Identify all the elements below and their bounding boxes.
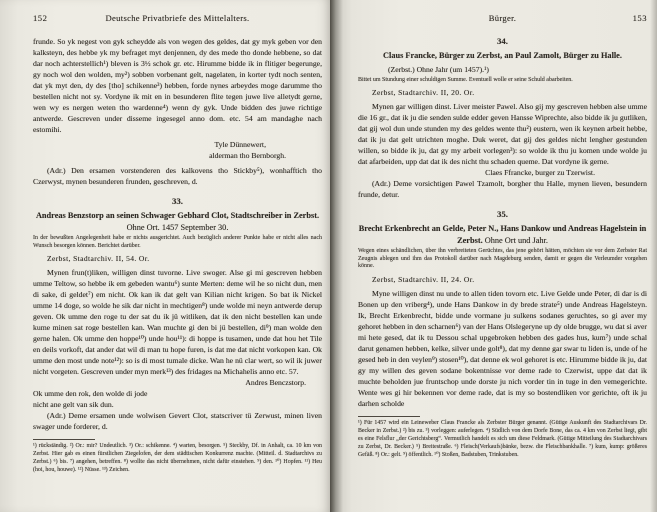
right-page-header xyxy=(358,13,647,23)
address-line: (Adr.) Den ersamen vorstenderen des kalkovens tho Stickby⁵), wonhafftich tho Czerwyst, mynen besunderen frunden, geschreven, d. xyxy=(33,166,322,186)
letter-33-title-bold: Andreas Benzstorp an seinen Schwager Gebhard Clot, Stadtschreiber in Zerbst. xyxy=(35,211,320,220)
letter-35-title xyxy=(358,223,647,246)
letter-34-title-bold: Claus Francke, Bürger zu Zerbst, an Paul Zamolt, Bürger zu Halle. xyxy=(383,51,622,60)
letter-34-signature: Claes Ffrancke, burger zu Tzerwist. xyxy=(485,168,595,178)
letter-35-regest: Wegen eines schändlichen, über ihn verbreiteten Gerüchtes, das jene gehört hätten, möchten sie vor dem Zerbster Rat Zeugnis ablegen und ihm das Protokoll darüber nach Magdeburg senden, damit er gegen die Verleumder vorgehen könne. xyxy=(358,248,647,270)
letter-33-address: (Adr.) Deme ersamen unde wolwisen Gevert Clot, statscriver tü Zerwust, minen liven swager unde forderer, d. xyxy=(33,411,322,432)
letter-33-body: Mynen frun(t)liken, willigen dinst tuvorne. Live swoger. Alse gi mi gescreven hebben umme Teltow, so hebbe ik em gebeden wantu⁶) sunte Merten: deme wil he so nicht dun, men di sake, di geldet⁷) em nicht. Ok kan ik dat gelt van Kilian nicht krigen. So bat ik Nickel umme 14 doge, so wolde he sik dar nicht in mechtigen⁸) unde wolde mi neyn antwerde derup geven. Ok umme den roge tu der sat du ik jü witliken, dat ik den nicht bestellen kan unde kume minen sat roge bestellen kan. Wan muchte gi den bi jü bestellen, di⁹) man wolde den gerne halen. Ok umme den hoppe¹⁰) unde hou¹¹): di hoppe is tusamen, unde dat hou het Tile en deils vorkoft, dat ander dat wil di man tu hope furen, is dat me dat nicht vorkopen kan. Ok umme den most unde note¹²): so is di most tumale dicke. Wan he nü clar wert, so wil ik juwer nicht vorgeten. Gescreven under myn merk¹³) des fridages na Michahelis anno etc. 57. xyxy=(33,268,322,377)
letter-33-postscript-2: nicht ane gelt van sik dun. xyxy=(33,400,114,410)
letter-33-title xyxy=(33,210,322,233)
letter-35-body: Myne willigen dinst nu unde to allen tiden tovorn etc. Live Gelde unde Peter, di dar is di Bonen up den vriberg⁴), unde Hans Dankow in dy brede strate⁵) unde Andreas Hagelsteyn. Ik, Brecht Erkenbrecht, bidde unde vormane ju sulkens sodanes geruchtes, so gi aver my gehoret hebben in den scharnen⁶) van der Hans Olslegeryne up dy olde brugge, wu dat si aver mi hete gesed, dat ik tu Dessou schal upgebroken hebben des gades hus, kum⁷) unde schal darut genamen hebben, kelke, silver unde golt⁸), dat my denne gar swar tu liden is, unde of he gesed heb in den veylen⁹) stosen¹⁰), dat denne ek wol gehoret is etc. Hirumme bidde ik ju, dat gy my willen des geven sodane bokentnisse vor deme rade to Czerwist, uppe dat dat ik muchte beholden jue fruntschop unde dorste ju nich vorder tin in tuge in den vemegerichte. Wente wes gi hir bekennen vor deme rade, dat is my so bostendliken vor gerichte, oft ik ju darhen scholde xyxy=(358,288,647,408)
signature-role: alderman tho Bernborgh. xyxy=(209,151,286,160)
letter-34-number: 34. xyxy=(497,36,508,46)
left-footnotes: ¹) rückständig. ²) Or.: mir? Undeutlich. ³) Or.: schikenne. ⁴) warten, besorgen. ⁵) Steckby, Df. in Anhalt, ca. 10 km von Zerbst. Hier gab es einen fürstlichen Ziegelofen, der dem städtischen Konkurrenz machte. (Mitteil. d. Stadtarchivs zu Zerbst.) ⁶) bis. ⁷) angehen, betreffen. ⁸) wollte das nicht übernehmen, nicht dafür einstehen. ⁹) den. ¹⁰) Hopfen. ¹¹) Heu (hoi, hou, houwe). ¹²) Nüsse. ¹³) Zeichen. xyxy=(33,443,322,473)
right-footnotes: ¹) Für 1457 wird ein Leineweber Claus Francke als Zerbster Bürger genannt. (Gütige Auskunft des Stadtarchivars Dr. Becker in Zerbst.) ²) bis zu. ³) vorleggen: auferlegen. ⁴) Südlich von dem Dorfe Bone, das ca. 4 km von Zerbst liegt, gibt es eine Felsflur „der Gerichtsberg“. Vermutlich handelt es sich um diese Feldmark. (Gütige Mitteilung des Stadtarchivars zu Zerbst, Dr. Becker.) ⁵) Breitestraße. ⁶) Fleisch(Verkaufs)bänke, bezw. die Fleischbankhalle. ⁷) kum, kump: größeres Gefäß. ⁸) Or.: gelt. ⁹) öffentlich. ¹⁰) Stoßen, Badstuben, Trinkstuben. xyxy=(358,419,647,458)
letter-35-date: Ohne Ort und Jahr. xyxy=(484,235,548,245)
letter-33-signature: Andres Benczstorp. xyxy=(245,378,306,388)
letter-35-number: 35. xyxy=(497,209,508,220)
binding-gutter-shadow xyxy=(330,0,343,512)
letter-33-number: 33. xyxy=(172,196,183,206)
left-running-title: Deutsche Privatbriefe des Mittelalters. xyxy=(105,13,250,23)
letter-33-date: Ohne Ort. 1457 September 30. xyxy=(126,222,229,232)
right-page-number: 153 xyxy=(632,13,647,23)
left-page-header xyxy=(33,13,322,23)
letter-34-subtitle: (Zerbst.) Ohne Jahr (um 1457).¹) xyxy=(388,64,489,74)
letter-34-body: Mynen gar willigen dinst. Liver meister Pawel. Also gij my gescreven hebben alse umme die 16 gr., dat ik ju die senden sulde edder geven Hansse Wiprechte, also bidde ik ju gutliken, dat gij wol dun unde stunden my des geldes wente thu²) eustern, wen ik keynen arbeit hebbe, dat ik ju dat gelt utrichten moghe. Duk weret, dat gij des geldes nicht lengher gestunden willen, so bidde ik ju, dat gy my arbeit vorlegen³): so wolde ik thu ju komen unde wolde ju dat afarbeiden, upp dat dat ik des nicht thu schaden queme. Dat vordyne ik gerne. xyxy=(358,102,647,167)
signature-name: Tyle Dünnewert, xyxy=(214,140,266,149)
letter-33-regest: In der bewußten Angelegenheit habe er nichts ausgerichtet. Auch bezüglich anderer Punkte habe er nicht alles nach Wunsch besorgen können. Berichtet darüber. xyxy=(33,235,322,249)
letter-33-source: Zerbst, Stadtarchiv. II, 54. Or. xyxy=(47,254,150,264)
letter-34-source: Zerbst, Stadtarchiv. II, 20. Or. xyxy=(372,88,475,98)
right-footnote-separator xyxy=(358,416,420,417)
left-footnote-separator xyxy=(33,439,95,440)
right-page-edge-shadow xyxy=(650,0,657,512)
letter-34-address: (Adr.) Deme vorsichtigen Pawel Tzamolt, borgher thu Halle, mynen lieven, besundern frunde, detur. xyxy=(358,179,647,200)
letter-35-title-bold: Brecht Erkenbrecht an Gelde, Peter N., Hans Dankow und Andreas Hagelstein in Zerbst. xyxy=(358,224,647,245)
continuation-paragraph: frunde. So yk negest von gyk scheydde als von wegen des geldes, dat gy myk geben vor den kalksteyn, des hebbe yk my befraget myt denjennen, dy des mede tho donde hebbene, so dat dar noch achterstellich¹) bleven is 3½ schok gr. etc. Hirumme bidde ik in flitiger begerunge, gy noch wol den wolden, my²) sobben vorbenant gelt, nagelaten, in korter tydt noch senten, dat yk myt den, dy des [tho] schikenne³) hebben, forde nynes arbeydes moge darumme tho bestellen nicht not sy. Vordyne ik mit en in besunderen flite tegen juwe live alletydt gerne, wen wy es nergen weten tho wardenne⁴) wenn dy gyk. Unde bidden des juwe richtige antwerde. Gescreven under disseme ingesegel anno dom. etc. 54 am mandaghe nach estomihi. xyxy=(33,37,322,134)
right-page xyxy=(330,0,657,512)
letter-34-title xyxy=(358,50,647,62)
letter-33-postscript-1: Ok umme den rok, den wolde di jode xyxy=(33,389,148,399)
left-page-number: 152 xyxy=(33,13,48,23)
letter-35-source: Zerbst, Stadtarchiv. II, 24. Or. xyxy=(372,274,475,284)
right-running-title: Bürger. xyxy=(488,13,517,23)
letter-34-regest: Bittet um Stundung einer schuldigen Summe. Eventuell wolle er seine Schuld abarbeiten. xyxy=(358,76,573,83)
